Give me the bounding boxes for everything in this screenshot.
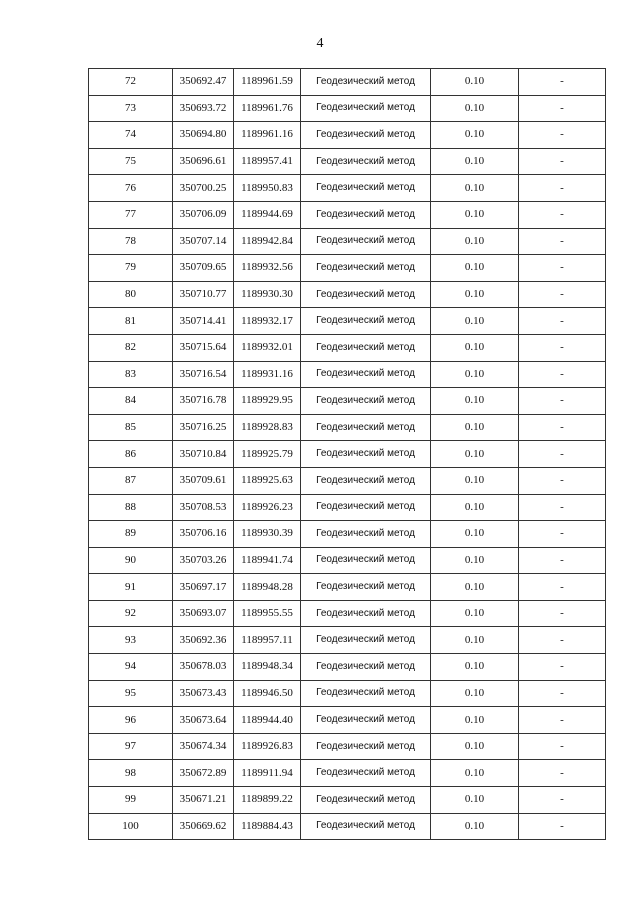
note-cell: - <box>519 281 606 308</box>
method-cell: Геодезический метод <box>301 787 431 814</box>
x-coordinate-cell: 350671.21 <box>173 787 234 814</box>
y-coordinate-cell: 1189948.28 <box>234 574 301 601</box>
table-row <box>89 122 606 149</box>
table-row <box>89 308 606 335</box>
x-coordinate-cell: 350707.14 <box>173 228 234 255</box>
point-number-cell: 95 <box>89 680 173 707</box>
method-cell: Геодезический метод <box>301 228 431 255</box>
precision-cell: 0.10 <box>431 95 519 122</box>
note-cell: - <box>519 175 606 202</box>
precision-cell: 0.10 <box>431 175 519 202</box>
point-number-cell: 89 <box>89 521 173 548</box>
method-cell: Геодезический метод <box>301 201 431 228</box>
table-row <box>89 388 606 415</box>
table-row <box>89 148 606 175</box>
note-cell: - <box>519 707 606 734</box>
method-cell: Геодезический метод <box>301 760 431 787</box>
table-row <box>89 494 606 521</box>
table-row <box>89 95 606 122</box>
x-coordinate-cell: 350692.36 <box>173 627 234 654</box>
note-cell: - <box>519 787 606 814</box>
y-coordinate-cell: 1189961.76 <box>234 95 301 122</box>
table-row <box>89 707 606 734</box>
x-coordinate-cell: 350692.47 <box>173 69 234 96</box>
method-cell: Геодезический метод <box>301 95 431 122</box>
note-cell: - <box>519 122 606 149</box>
table-row <box>89 600 606 627</box>
point-number-cell: 90 <box>89 547 173 574</box>
note-cell: - <box>519 334 606 361</box>
precision-cell: 0.10 <box>431 787 519 814</box>
x-coordinate-cell: 350693.07 <box>173 600 234 627</box>
y-coordinate-cell: 1189932.56 <box>234 255 301 282</box>
method-cell: Геодезический метод <box>301 308 431 335</box>
point-number-cell: 85 <box>89 414 173 441</box>
precision-cell: 0.10 <box>431 680 519 707</box>
precision-cell: 0.10 <box>431 281 519 308</box>
y-coordinate-cell: 1189931.16 <box>234 361 301 388</box>
x-coordinate-cell: 350674.34 <box>173 733 234 760</box>
y-coordinate-cell: 1189926.23 <box>234 494 301 521</box>
y-coordinate-cell: 1189955.55 <box>234 600 301 627</box>
x-coordinate-cell: 350708.53 <box>173 494 234 521</box>
precision-cell: 0.10 <box>431 627 519 654</box>
precision-cell: 0.10 <box>431 69 519 96</box>
point-number-cell: 79 <box>89 255 173 282</box>
precision-cell: 0.10 <box>431 334 519 361</box>
point-number-cell: 98 <box>89 760 173 787</box>
note-cell: - <box>519 574 606 601</box>
x-coordinate-cell: 350693.72 <box>173 95 234 122</box>
note-cell: - <box>519 654 606 681</box>
table-row <box>89 813 606 840</box>
note-cell: - <box>519 201 606 228</box>
y-coordinate-cell: 1189944.69 <box>234 201 301 228</box>
method-cell: Геодезический метод <box>301 175 431 202</box>
x-coordinate-cell: 350716.54 <box>173 361 234 388</box>
y-coordinate-cell: 1189930.39 <box>234 521 301 548</box>
note-cell: - <box>519 148 606 175</box>
point-number-cell: 72 <box>89 69 173 96</box>
note-cell: - <box>519 733 606 760</box>
x-coordinate-cell: 350714.41 <box>173 308 234 335</box>
note-cell: - <box>519 414 606 441</box>
note-cell: - <box>519 521 606 548</box>
point-number-cell: 77 <box>89 201 173 228</box>
table-row <box>89 733 606 760</box>
point-number-cell: 83 <box>89 361 173 388</box>
method-cell: Геодезический метод <box>301 574 431 601</box>
point-number-cell: 80 <box>89 281 173 308</box>
y-coordinate-cell: 1189929.95 <box>234 388 301 415</box>
point-number-cell: 86 <box>89 441 173 468</box>
precision-cell: 0.10 <box>431 521 519 548</box>
note-cell: - <box>519 680 606 707</box>
method-cell: Геодезический метод <box>301 388 431 415</box>
table-row <box>89 760 606 787</box>
y-coordinate-cell: 1189928.83 <box>234 414 301 441</box>
table-row <box>89 787 606 814</box>
point-number-cell: 78 <box>89 228 173 255</box>
precision-cell: 0.10 <box>431 441 519 468</box>
x-coordinate-cell: 350672.89 <box>173 760 234 787</box>
table-row <box>89 255 606 282</box>
table-row <box>89 334 606 361</box>
point-number-cell: 91 <box>89 574 173 601</box>
y-coordinate-cell: 1189926.83 <box>234 733 301 760</box>
point-number-cell: 93 <box>89 627 173 654</box>
precision-cell: 0.10 <box>431 733 519 760</box>
x-coordinate-cell: 350694.80 <box>173 122 234 149</box>
x-coordinate-cell: 350678.03 <box>173 654 234 681</box>
x-coordinate-cell: 350673.64 <box>173 707 234 734</box>
table-row <box>89 547 606 574</box>
table-row <box>89 627 606 654</box>
precision-cell: 0.10 <box>431 547 519 574</box>
x-coordinate-cell: 350709.65 <box>173 255 234 282</box>
note-cell: - <box>519 441 606 468</box>
precision-cell: 0.10 <box>431 654 519 681</box>
note-cell: - <box>519 627 606 654</box>
y-coordinate-cell: 1189925.63 <box>234 467 301 494</box>
y-coordinate-cell: 1189957.41 <box>234 148 301 175</box>
y-coordinate-cell: 1189932.17 <box>234 308 301 335</box>
note-cell: - <box>519 228 606 255</box>
method-cell: Геодезический метод <box>301 494 431 521</box>
x-coordinate-cell: 350715.64 <box>173 334 234 361</box>
precision-cell: 0.10 <box>431 388 519 415</box>
x-coordinate-cell: 350710.84 <box>173 441 234 468</box>
note-cell: - <box>519 361 606 388</box>
page-number: 4 <box>316 36 324 51</box>
x-coordinate-cell: 350706.16 <box>173 521 234 548</box>
x-coordinate-cell: 350700.25 <box>173 175 234 202</box>
method-cell: Геодезический метод <box>301 148 431 175</box>
table-row <box>89 201 606 228</box>
precision-cell: 0.10 <box>431 201 519 228</box>
table-row <box>89 228 606 255</box>
table-row <box>89 467 606 494</box>
note-cell: - <box>519 388 606 415</box>
point-number-cell: 100 <box>89 813 173 840</box>
table-row <box>89 654 606 681</box>
y-coordinate-cell: 1189944.40 <box>234 707 301 734</box>
precision-cell: 0.10 <box>431 122 519 149</box>
coordinates-table <box>88 68 606 840</box>
method-cell: Геодезический метод <box>301 69 431 96</box>
precision-cell: 0.10 <box>431 308 519 335</box>
precision-cell: 0.10 <box>431 760 519 787</box>
point-number-cell: 97 <box>89 733 173 760</box>
y-coordinate-cell: 1189950.83 <box>234 175 301 202</box>
y-coordinate-cell: 1189948.34 <box>234 654 301 681</box>
point-number-cell: 94 <box>89 654 173 681</box>
x-coordinate-cell: 350697.17 <box>173 574 234 601</box>
y-coordinate-cell: 1189946.50 <box>234 680 301 707</box>
method-cell: Геодезический метод <box>301 122 431 149</box>
x-coordinate-cell: 350669.62 <box>173 813 234 840</box>
method-cell: Геодезический метод <box>301 600 431 627</box>
note-cell: - <box>519 760 606 787</box>
x-coordinate-cell: 350716.78 <box>173 388 234 415</box>
y-coordinate-cell: 1189930.30 <box>234 281 301 308</box>
x-coordinate-cell: 350706.09 <box>173 201 234 228</box>
x-coordinate-cell: 350673.43 <box>173 680 234 707</box>
x-coordinate-cell: 350710.77 <box>173 281 234 308</box>
point-number-cell: 99 <box>89 787 173 814</box>
y-coordinate-cell: 1189899.22 <box>234 787 301 814</box>
method-cell: Геодезический метод <box>301 654 431 681</box>
point-number-cell: 84 <box>89 388 173 415</box>
point-number-cell: 75 <box>89 148 173 175</box>
method-cell: Геодезический метод <box>301 813 431 840</box>
method-cell: Геодезический метод <box>301 281 431 308</box>
note-cell: - <box>519 813 606 840</box>
y-coordinate-cell: 1189961.59 <box>234 69 301 96</box>
point-number-cell: 81 <box>89 308 173 335</box>
x-coordinate-cell: 350703.26 <box>173 547 234 574</box>
y-coordinate-cell: 1189925.79 <box>234 441 301 468</box>
method-cell: Геодезический метод <box>301 255 431 282</box>
table-row <box>89 361 606 388</box>
precision-cell: 0.10 <box>431 148 519 175</box>
note-cell: - <box>519 308 606 335</box>
precision-cell: 0.10 <box>431 467 519 494</box>
note-cell: - <box>519 494 606 521</box>
table-row <box>89 281 606 308</box>
method-cell: Геодезический метод <box>301 707 431 734</box>
precision-cell: 0.10 <box>431 574 519 601</box>
y-coordinate-cell: 1189884.43 <box>234 813 301 840</box>
precision-cell: 0.10 <box>431 228 519 255</box>
method-cell: Геодезический метод <box>301 680 431 707</box>
precision-cell: 0.10 <box>431 414 519 441</box>
point-number-cell: 82 <box>89 334 173 361</box>
precision-cell: 0.10 <box>431 361 519 388</box>
note-cell: - <box>519 547 606 574</box>
y-coordinate-cell: 1189961.16 <box>234 122 301 149</box>
precision-cell: 0.10 <box>431 707 519 734</box>
x-coordinate-cell: 350709.61 <box>173 467 234 494</box>
point-number-cell: 96 <box>89 707 173 734</box>
precision-cell: 0.10 <box>431 494 519 521</box>
point-number-cell: 88 <box>89 494 173 521</box>
method-cell: Геодезический метод <box>301 441 431 468</box>
table-row <box>89 69 606 96</box>
method-cell: Геодезический метод <box>301 414 431 441</box>
table-row <box>89 521 606 548</box>
method-cell: Геодезический метод <box>301 361 431 388</box>
precision-cell: 0.10 <box>431 600 519 627</box>
table-row <box>89 441 606 468</box>
x-coordinate-cell: 350716.25 <box>173 414 234 441</box>
method-cell: Геодезический метод <box>301 547 431 574</box>
table-row <box>89 414 606 441</box>
method-cell: Геодезический метод <box>301 733 431 760</box>
method-cell: Геодезический метод <box>301 521 431 548</box>
point-number-cell: 76 <box>89 175 173 202</box>
note-cell: - <box>519 95 606 122</box>
y-coordinate-cell: 1189911.94 <box>234 760 301 787</box>
y-coordinate-cell: 1189957.11 <box>234 627 301 654</box>
table-row <box>89 574 606 601</box>
precision-cell: 0.10 <box>431 255 519 282</box>
y-coordinate-cell: 1189932.01 <box>234 334 301 361</box>
point-number-cell: 73 <box>89 95 173 122</box>
point-number-cell: 74 <box>89 122 173 149</box>
point-number-cell: 87 <box>89 467 173 494</box>
note-cell: - <box>519 69 606 96</box>
x-coordinate-cell: 350696.61 <box>173 148 234 175</box>
coordinates-table-body <box>89 69 606 840</box>
precision-cell: 0.10 <box>431 813 519 840</box>
table-row <box>89 680 606 707</box>
note-cell: - <box>519 467 606 494</box>
table-row <box>89 175 606 202</box>
method-cell: Геодезический метод <box>301 467 431 494</box>
y-coordinate-cell: 1189942.84 <box>234 228 301 255</box>
method-cell: Геодезический метод <box>301 627 431 654</box>
method-cell: Геодезический метод <box>301 334 431 361</box>
y-coordinate-cell: 1189941.74 <box>234 547 301 574</box>
note-cell: - <box>519 255 606 282</box>
point-number-cell: 92 <box>89 600 173 627</box>
note-cell: - <box>519 600 606 627</box>
